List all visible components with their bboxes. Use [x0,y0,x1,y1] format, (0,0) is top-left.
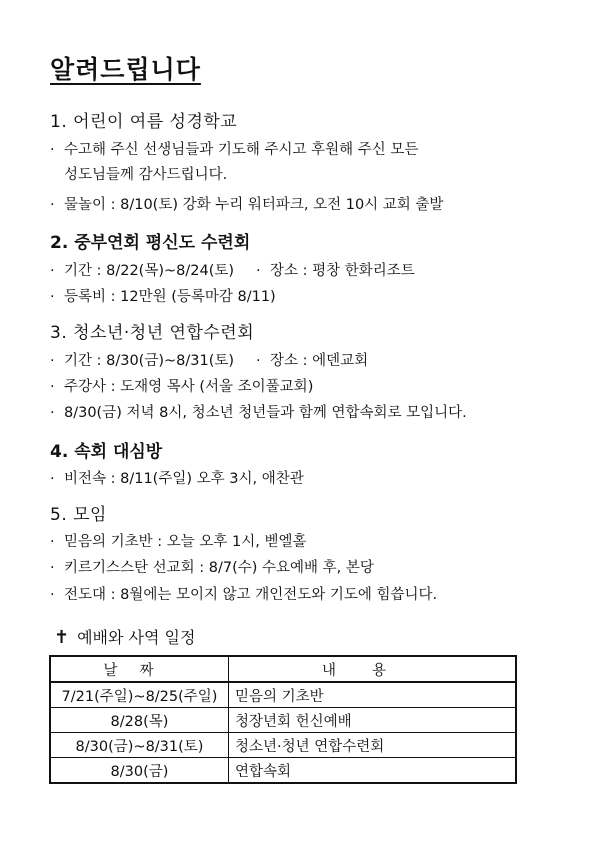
cell-date: 8/30(금)~8/31(토) [50,733,229,758]
list-item: · 물놀이 : 8/10(토) 강화 누리 워터파크, 오전 10시 교회 출발 [50,197,444,213]
table-row [50,758,516,784]
section-heading-cell-visitation: 4. 속회 대심방 [50,442,163,462]
table-row [50,682,516,708]
cell-date: 8/28(목) [50,708,229,733]
column-header-content: 내용 [229,656,517,682]
list-item: · 전도대 : 8월에는 모이지 않고 개인전도와 기도에 힘씁니다. [50,587,438,603]
schedule-title [54,625,195,648]
list-item: · 주강사 : 도재영 목사 (서울 조이풀교회) [50,379,314,395]
list-item: · 비전속 : 8/11(주일) 오후 3시, 애찬관 [50,471,304,487]
column-header-date: 날짜 [50,656,229,682]
cell-date: 7/21(주일)~8/25(주일) [50,682,229,708]
table-row [50,733,516,758]
cell-content: 청소년·청년 연합수련회 [229,733,517,758]
section-heading-lay-retreat: 2. 중부연회 평신도 수련회 [50,233,251,253]
list-item: · 기간 : 8/30(금)~8/31(토) · 장소 : 에덴교회 [50,353,369,369]
list-item-continuation: 성도님들께 감사드립니다. [64,167,228,183]
list-item: · 등록비 : 12만원 (등록마감 8/11) [50,289,276,305]
table-row [50,708,516,733]
section-heading-summer-bible-school: 1. 어린이 여름 성경학교 [50,112,238,132]
table-header-row [50,656,516,682]
section-heading-youth-retreat: 3. 청소년·청년 연합수련회 [50,323,255,343]
cell-content: 연합속회 [229,758,517,784]
schedule-title-text: 예배와 사역 일정 [77,628,196,647]
cell-content: 청장년회 헌신예배 [229,708,517,733]
list-item: · 기간 : 8/22(목)~8/24(토) · 장소 : 평창 한화리조트 [50,263,415,279]
section-heading-meetings: 5. 모임 [50,505,107,525]
cross-icon: ✝ [54,627,70,648]
list-item: · 수고해 주신 선생님들과 기도해 주시고 후원해 주신 모든 [50,142,419,158]
schedule-table [49,655,517,784]
list-item: · 믿음의 기초반 : 오늘 오후 1시, 벧엘홀 [50,534,307,550]
cell-date: 8/30(금) [50,758,229,784]
list-item: · 키르기스스탄 선교회 : 8/7(수) 수요예배 후, 본당 [50,560,374,576]
page-title: 알려드립니다 [50,55,201,84]
cell-content: 믿음의 기초반 [229,682,517,708]
list-item: · 8/30(금) 저녁 8시, 청소년 청년들과 함께 연합속회로 모입니다. [50,405,467,421]
